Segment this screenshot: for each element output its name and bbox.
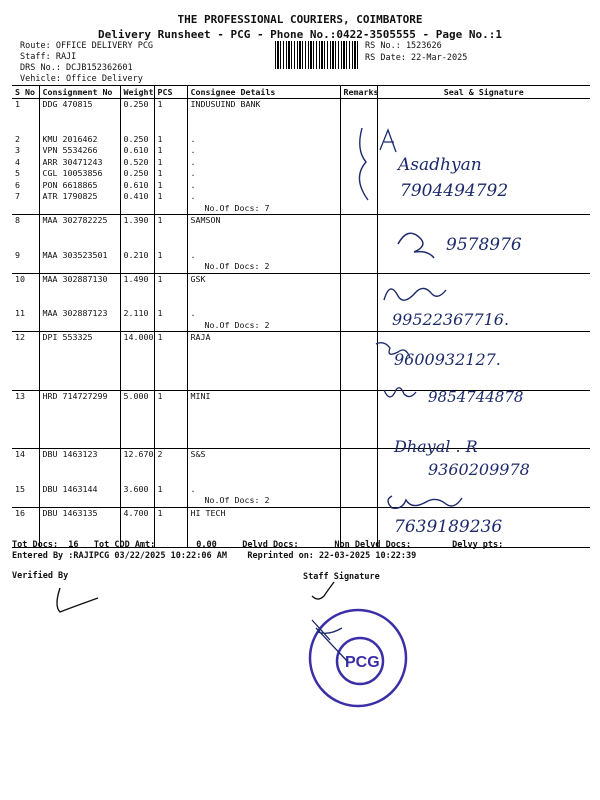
consignment-value: PON 6618865	[42, 179, 98, 190]
signature-cell	[377, 449, 590, 508]
weight-value: 0.520	[123, 156, 149, 167]
pcs-value: 1	[157, 308, 163, 318]
pcs-cell	[154, 332, 187, 391]
consignment-value	[43, 238, 117, 250]
weight-value	[124, 414, 151, 426]
pcs-value: 1	[157, 332, 163, 342]
sno-value: 14	[15, 449, 25, 459]
weight-value: 0.410	[123, 191, 149, 201]
handwritten-phone: 7639189236	[394, 517, 503, 537]
pcs-value: 1	[157, 156, 163, 167]
weight-cell	[120, 99, 154, 215]
consignment-value	[43, 111, 117, 123]
weight-cell	[120, 390, 154, 449]
sno-value: 7	[15, 191, 20, 201]
verified-by-label: Verified By	[12, 571, 69, 581]
handwritten-phone: 7904494792	[400, 181, 509, 201]
pcs-value	[158, 472, 184, 484]
sno-value	[15, 111, 36, 123]
consignment-value	[43, 344, 117, 356]
weight-value: 14.000	[123, 332, 154, 342]
consignee-value	[191, 238, 337, 250]
consignee-cell	[187, 332, 340, 391]
sno-cell	[12, 99, 39, 215]
pcs-value	[158, 122, 184, 134]
sno-value: 11	[15, 308, 25, 318]
col-header-consignment: Consignment No	[39, 86, 120, 99]
col-header-remarks: Remarks	[340, 86, 377, 99]
pcs-value	[158, 355, 184, 367]
consignment-value: HRD 714727299	[42, 390, 108, 401]
consignee-value: .	[190, 145, 196, 155]
consignee-value: INDUSUIND BANK	[190, 99, 261, 109]
weight-cell	[120, 273, 154, 332]
sno-value	[15, 367, 36, 379]
table-row	[12, 449, 590, 508]
consignee-value	[191, 344, 337, 356]
pcs-value: 1	[157, 179, 163, 190]
weight-value	[124, 461, 151, 473]
pcs-cell	[154, 99, 187, 215]
consignee-cell	[187, 390, 340, 449]
consignment-cell	[39, 390, 120, 449]
consignee-cell	[187, 215, 340, 274]
sno-value: 1	[15, 99, 20, 109]
weight-value: 3.600	[123, 483, 149, 494]
weight-value: 0.250	[123, 133, 149, 144]
runsheet-table	[12, 85, 590, 548]
pcs-value: 1	[157, 133, 163, 144]
weight-value: 1.390	[123, 215, 149, 225]
table-row	[12, 273, 590, 332]
consignment-cell	[39, 99, 120, 215]
weight-value: 0.250	[123, 168, 149, 178]
sno-cell	[12, 390, 39, 449]
sno-value: 2	[15, 133, 20, 144]
pcs-value: 2	[157, 449, 163, 459]
weight-value: 0.610	[123, 179, 149, 190]
no-of-docs	[205, 437, 337, 449]
weight-value	[124, 367, 151, 379]
consignment-value: VPN 5534266	[42, 145, 98, 155]
company-title: THE PROFESSIONAL COURIERS, COIMBATORE	[177, 13, 423, 26]
weight-value	[124, 111, 151, 123]
handwritten-phone: 9578976	[446, 235, 522, 255]
sno-value: 8	[15, 215, 20, 225]
consignee-value	[191, 227, 337, 239]
weight-value	[124, 402, 151, 414]
consignee-value: MINI	[190, 390, 211, 401]
route-label: Route: OFFICE DELIVERY PCG	[20, 41, 154, 51]
weight-value	[124, 227, 151, 239]
consignee-value: .	[190, 483, 196, 494]
pcs-value: 1	[157, 390, 163, 401]
consignee-value: .	[190, 168, 196, 178]
table-row	[12, 390, 590, 449]
pcs-value: 1	[157, 168, 163, 178]
weight-value: 2.110	[123, 308, 149, 318]
no-of-docs: No.Of Docs: 7	[204, 202, 270, 213]
vehicle-label: Vehicle: Office Delivery	[20, 74, 143, 84]
sno-value: 3	[15, 145, 20, 155]
remarks-cell	[340, 215, 377, 274]
signature-cell	[377, 99, 590, 215]
weight-value: 5.000	[123, 390, 149, 401]
consignee-value: SAMSON	[190, 215, 221, 225]
pcs-value: 1	[157, 99, 163, 109]
sno-value	[15, 402, 36, 414]
pcs-value	[158, 414, 184, 426]
handwritten-name: Dhayal . R	[394, 437, 478, 456]
pcs-cell	[154, 390, 187, 449]
sno-value	[15, 425, 36, 437]
pcs-value: 1	[157, 507, 163, 518]
weight-value	[124, 285, 151, 297]
pcs-value: 1	[157, 145, 163, 155]
consignment-cell	[39, 273, 120, 332]
staff-signature-label: Staff Signature	[303, 572, 380, 582]
consignment-value	[43, 355, 117, 367]
sno-value: 5	[15, 168, 20, 178]
consignment-value	[43, 461, 117, 473]
sno-value	[15, 461, 36, 473]
consignment-cell	[39, 215, 120, 274]
table-row	[12, 215, 590, 274]
consignment-value: DDG 470815	[42, 99, 93, 109]
weight-value: 1.490	[123, 273, 149, 284]
consignee-cell	[187, 273, 340, 332]
signature-cell	[377, 390, 590, 449]
pcs-value: 1	[157, 215, 163, 225]
consignee-value	[191, 367, 337, 379]
handwritten-phone: 9600932127.	[394, 350, 501, 369]
consignee-value	[191, 111, 337, 123]
consignee-value: .	[190, 308, 196, 318]
consignee-value: .	[190, 191, 196, 201]
remarks-cell	[340, 449, 377, 508]
consignee-value: GSK	[190, 273, 206, 284]
remarks-cell	[340, 273, 377, 332]
totals-line: Tot Docs: 16 Tot COD Amt: 0.00 Delvd Docs: Non Delvd Docs: Delvy pts:	[12, 540, 504, 550]
consignee-value: S&S	[190, 449, 206, 459]
consignment-value: DBU 1463123	[42, 449, 98, 459]
consignment-value: MAA 303523501	[42, 249, 108, 260]
handwritten-phone: 9360209978	[428, 460, 530, 479]
consignee-value	[191, 297, 337, 309]
col-header-weight: Weight	[120, 86, 154, 99]
handwritten-phone: 99522367716.	[392, 310, 510, 329]
weight-value	[124, 425, 151, 437]
consignee-cell	[187, 99, 340, 215]
consignee-cell	[187, 449, 340, 508]
weight-cell	[120, 332, 154, 391]
sno-value: 6	[15, 179, 20, 190]
barcode	[275, 41, 359, 69]
consignment-value: DBU 1463135	[42, 507, 98, 518]
consignee-value: .	[190, 133, 196, 144]
weight-value	[124, 122, 151, 134]
no-of-docs	[205, 519, 337, 531]
pcs-value	[158, 367, 184, 379]
weight-value	[124, 472, 151, 484]
sno-value	[15, 122, 36, 134]
staff-label: Staff: RAJI	[20, 52, 77, 62]
consignee-value	[191, 285, 337, 297]
consignment-value: MAA 302887123	[42, 308, 108, 318]
consignment-value	[43, 414, 117, 426]
weight-value: 0.210	[123, 249, 149, 260]
no-of-docs: No.Of Docs: 2	[204, 319, 270, 330]
table-row	[12, 99, 590, 215]
sno-value: 12	[15, 332, 25, 342]
pcs-value	[158, 425, 184, 437]
signature-cell	[377, 332, 590, 391]
drs-number: DRS No.: DCJB152362601	[20, 63, 133, 73]
consignment-value	[43, 402, 117, 414]
no-of-docs	[205, 378, 337, 390]
weight-value	[124, 238, 151, 250]
consignment-cell	[39, 332, 120, 391]
consignee-value	[191, 461, 337, 473]
col-header-pcs: PCS	[154, 86, 187, 99]
weight-value	[124, 344, 151, 356]
weight-value: 0.610	[123, 145, 149, 155]
pcs-value: 1	[157, 191, 163, 201]
pcs-cell	[154, 449, 187, 508]
weight-cell	[120, 449, 154, 508]
sno-value	[15, 472, 36, 484]
pcs-value	[158, 238, 184, 250]
consignee-value: .	[190, 179, 196, 190]
consignment-value	[43, 122, 117, 134]
consignment-value: DBU 1463144	[42, 483, 98, 494]
sno-value	[15, 344, 36, 356]
weight-value	[124, 355, 151, 367]
no-of-docs: No.Of Docs: 2	[204, 261, 270, 271]
entered-by-line: Entered By :RAJIPCG 03/22/2025 10:22:06 AM Reprinted on: 22-03-2025 10:22:39	[12, 551, 417, 561]
pcs-value: 1	[157, 249, 163, 260]
pcs-value: 1	[157, 273, 163, 284]
handwritten-name: Asadhyan	[398, 155, 482, 175]
consignment-cell	[39, 449, 120, 508]
rs-date: RS Date: 22-Mar-2025	[365, 53, 468, 63]
sno-value	[15, 297, 36, 309]
sno-value: 16	[15, 507, 25, 518]
pcs-value	[158, 402, 184, 414]
pcs-cell	[154, 273, 187, 332]
consignment-value	[43, 297, 117, 309]
col-header-sno: S No	[12, 86, 39, 99]
sno-value	[15, 227, 36, 239]
consignment-value	[43, 425, 117, 437]
consignee-value	[191, 355, 337, 367]
consignment-value: DPI 553325	[42, 332, 93, 342]
remarks-cell	[340, 390, 377, 449]
no-of-docs: No.Of Docs: 2	[204, 495, 270, 505]
weight-value: 4.700	[123, 507, 149, 518]
weight-value: 12.670	[123, 449, 154, 459]
signature-cell	[377, 273, 590, 332]
consignment-value	[43, 227, 117, 239]
consignment-value: ARR 30471243	[42, 156, 103, 167]
signature-cell	[377, 215, 590, 274]
consignment-value: KMU 2016462	[42, 133, 98, 144]
verifier-signature	[57, 588, 98, 612]
table-row	[12, 332, 590, 391]
pcs-value	[158, 111, 184, 123]
sno-cell	[12, 215, 39, 274]
pcs-value: 1	[157, 483, 163, 494]
sno-cell	[12, 273, 39, 332]
consignee-value: .	[190, 249, 196, 260]
sno-value: 9	[15, 249, 20, 260]
pcs-value	[158, 344, 184, 356]
pcg-stamp	[310, 610, 406, 706]
consignment-value	[43, 472, 117, 484]
runsheet-subtitle: Delivery Runsheet - PCG - Phone No.:0422-3505555 - Page No.:1	[98, 28, 502, 41]
consignee-value	[191, 122, 337, 134]
pcs-value	[158, 461, 184, 473]
col-header-consignee: Consignee Details	[187, 86, 340, 99]
remarks-cell	[340, 332, 377, 391]
sno-value: 15	[15, 483, 25, 494]
remarks-cell	[340, 99, 377, 215]
handwritten-phone: 9854744878	[428, 388, 524, 406]
pcs-cell	[154, 215, 187, 274]
weight-value	[124, 297, 151, 309]
consignment-value: ATR 1790825	[42, 191, 98, 201]
consignee-value: .	[190, 156, 196, 167]
consignment-value: MAA 302887130	[42, 273, 108, 284]
consignee-value: RAJA	[190, 332, 211, 342]
weight-cell	[120, 215, 154, 274]
pcs-value	[158, 285, 184, 297]
sno-value: 10	[15, 273, 25, 284]
consignment-value	[43, 285, 117, 297]
sno-value: 13	[15, 390, 25, 401]
rs-number: RS No.: 1523626	[365, 41, 442, 51]
consignment-value	[43, 367, 117, 379]
stamp-text: PCG	[345, 654, 380, 671]
consignee-value: HI TECH	[190, 507, 226, 518]
sno-value	[15, 238, 36, 250]
weight-value: 0.250	[123, 99, 149, 109]
sno-cell	[12, 332, 39, 391]
sno-cell	[12, 449, 39, 508]
sno-value: 4	[15, 156, 20, 167]
sno-value	[15, 355, 36, 367]
consignee-value	[191, 414, 337, 426]
sno-value	[15, 285, 36, 297]
pcs-value	[158, 227, 184, 239]
pcs-value	[158, 297, 184, 309]
consignee-value	[191, 472, 337, 484]
table-header-row	[12, 86, 590, 99]
consignee-value	[191, 425, 337, 437]
consignee-value	[191, 402, 337, 414]
sno-value	[15, 414, 36, 426]
staff-signature	[312, 582, 334, 599]
consignment-value: MAA 302782225	[42, 215, 108, 225]
consignment-value: CGL 10053856	[42, 168, 103, 178]
col-header-signature: Seal & Signature	[377, 86, 590, 99]
